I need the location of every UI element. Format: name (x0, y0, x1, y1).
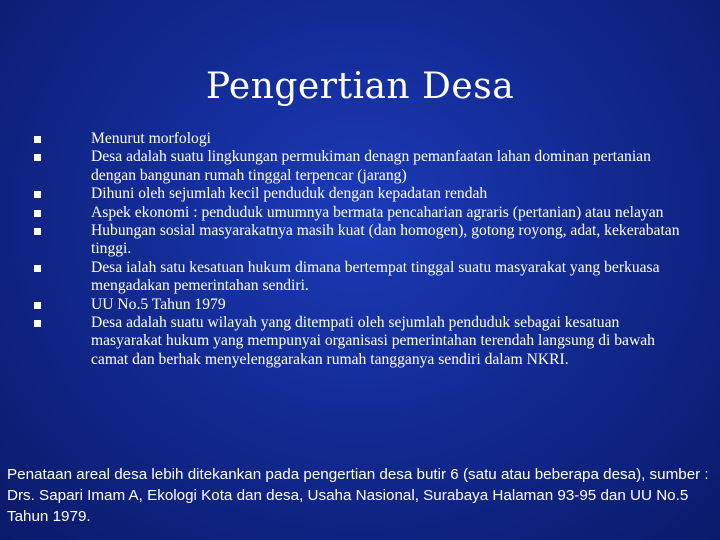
bullet-item-wilayah (34, 314, 694, 369)
bullet-item-uu (34, 296, 694, 314)
bullet-text: Menurut morfologi (91, 130, 211, 147)
square-bullet-icon (34, 228, 41, 235)
bullet-text: UU No.5 Tahun 1979 (91, 295, 226, 313)
bullet-item-sosial (34, 222, 694, 259)
square-bullet-icon (34, 265, 41, 272)
bullet-text: Aspek ekonomi : penduduk umumnya bermata pencaharian agraris (pertanian) atau nelayan (91, 203, 664, 221)
bullet-text: Dihuni oleh sejumlah kecil penduduk dengan kepadatan rendah (91, 185, 488, 203)
bullet-item-penduduk (34, 185, 694, 203)
square-bullet-icon (34, 302, 41, 309)
square-bullet-icon (34, 320, 41, 327)
square-bullet-icon (34, 191, 41, 198)
square-bullet-icon (34, 154, 41, 161)
footer-note: Penataan areal desa lebih ditekankan pada pengertian desa butir 6 (satu atau beberapa desa), sumber : Drs. Sapari Imam A, Ekologi Kota dan desa, Usaha Nasional, Surabaya Halaman 93-95 dan UU No.5 Tahun 1979. (7, 466, 709, 525)
bullet-item-lingkungan (34, 148, 694, 185)
bullet-list (34, 130, 694, 369)
square-bullet-icon (34, 136, 41, 143)
bullet-item-morfologi (34, 130, 694, 148)
bullet-item-ekonomi (34, 204, 694, 222)
bullet-text: Desa adalah suatu wilayah yang ditempati oleh sejumlah penduduk sebagai kesatuan masyarakat hukum yang mempunyai organisasi pemerintahan terendah langsung di bawah camat dan berhak menyelenggarakan rumah tangganya sendiri dalam NKRI. (91, 314, 655, 368)
square-bullet-icon (34, 210, 41, 217)
slide-title: Pengertian Desa (205, 66, 515, 108)
bullet-text: Hubungan sosial masyarakatnya masih kuat (dan homogen), gotong royong, adat, kekerabatan tinggi. (91, 222, 680, 258)
bullet-text: Desa adalah suatu lingkungan permukiman denagn pemanfaatan lahan dominan pertanian dengan bangunan rumah tinggal terpencar (jarang) (91, 148, 651, 184)
bullet-item-hukum (34, 259, 694, 296)
bullet-text: Desa ialah satu kesatuan hukum dimana bertempat tinggal suatu masyarakat yang berkuasa mengadakan pemerintahan sendiri. (91, 258, 660, 295)
